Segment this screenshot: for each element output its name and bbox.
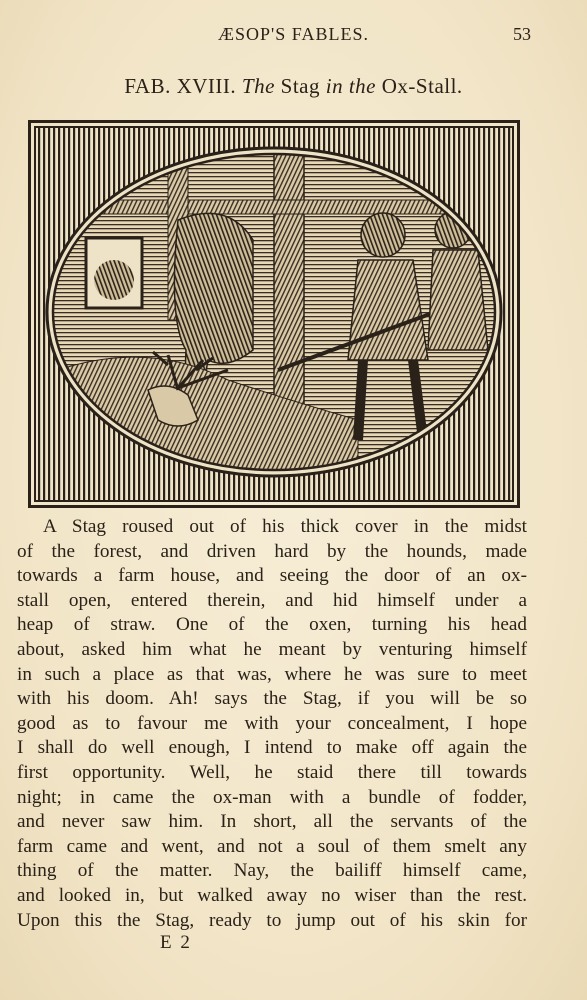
text-line: and never saw him. In short, all the servants of the (17, 811, 527, 833)
fable-title-stag: Stag (280, 74, 321, 98)
text-line: first opportunity. Well, he staid there till towards (17, 761, 527, 783)
fable-title-the: The (241, 74, 275, 98)
text-line: stall open, entered therein, and hid himself under a (17, 589, 527, 611)
page-number: 53 (513, 24, 531, 44)
text-line: in such a place as that was, where he was sure to meet (17, 663, 527, 685)
woodcut-stag-in-ox-stall-icon (28, 120, 520, 508)
signature-mark: E 2 (160, 932, 192, 953)
fable-number: FAB. XVIII. (124, 74, 237, 98)
text-line: towards a farm house, and seeing the door of an ox- (17, 565, 527, 587)
text-line: good as to favour me with your concealment, I hope (17, 712, 527, 734)
text-line: A Stag roused out of his thick cover in the midst (43, 516, 527, 537)
text-line: I shall do well enough, I intend to make off again the (17, 737, 527, 759)
fable-text (17, 515, 527, 933)
text-line: farm came and went, and not a soul of them smelt any (17, 835, 527, 857)
text-line: night; in came the ox-man with a bundle of fodder, (17, 786, 527, 808)
running-title: ÆSOP'S FABLES. (218, 24, 369, 44)
fable-title-in-the: in the (325, 74, 377, 98)
text-line: Upon this the Stag, ready to jump out of his skin for (17, 909, 527, 931)
text-line: with his doom. Ah! says the Stag, if you will be so (17, 688, 527, 710)
text-line: heap of straw. One of the oxen, turning his head (17, 614, 527, 636)
text-line: about, asked him what he meant by venturing himself (17, 638, 527, 660)
fable-heading (0, 74, 587, 99)
text-line: and looked in, but walked away no wiser than the rest. (17, 884, 527, 906)
text-line: thing of the matter. Nay, the bailiff himself came, (17, 860, 527, 882)
text-line: of the forest, and driven hard by the hounds, made (17, 540, 527, 562)
fable-title-ox-stall: Ox-Stall. (381, 74, 463, 98)
running-head (0, 22, 587, 48)
